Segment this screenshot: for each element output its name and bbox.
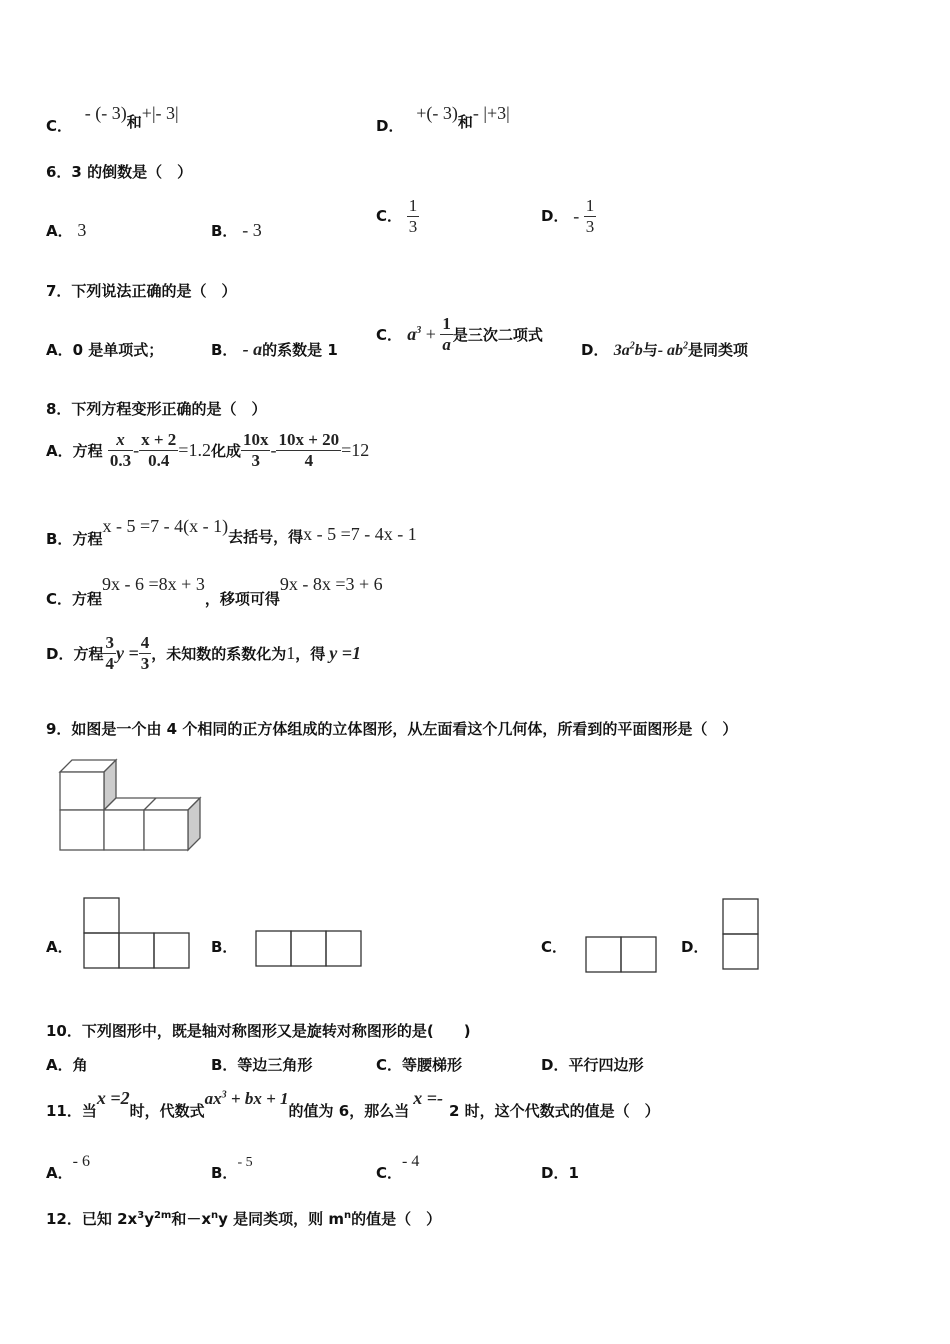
q8-d-frac2: $\frac{4}{3}$ bbox=[140, 633, 150, 673]
q11-c-value: - 4 bbox=[402, 1153, 420, 1170]
q11-option-b[interactable] bbox=[211, 1150, 253, 1182]
q11-mid2: 的值为 6，那么当 bbox=[288, 1102, 410, 1120]
q8-option-b[interactable] bbox=[46, 516, 417, 548]
q8-c-eq2: 9x - 8x =3 + 6 bbox=[279, 574, 383, 594]
q8-d-pre: 方程 bbox=[73, 645, 104, 663]
q8-a-frac4: $\frac{10x + 20}{4}$ bbox=[278, 430, 340, 470]
q11-b-value: - 5 bbox=[237, 1155, 253, 1170]
q6-stem: 6．3 的倒数是（ ） bbox=[46, 163, 193, 181]
q8-c-label: C． bbox=[46, 590, 73, 608]
q8-c-mid: ，移项可得 bbox=[204, 590, 280, 608]
q8-b-label: B． bbox=[46, 530, 73, 548]
q7-c-text: 是三次二项式 bbox=[452, 326, 543, 344]
q8-option-d[interactable] bbox=[46, 633, 361, 674]
q8-b-eq2: x - 5 =7 - 4x - 1 bbox=[303, 524, 417, 544]
q8-a-frac3: $\frac{10x}{3}$ bbox=[242, 430, 269, 470]
q7-d-label: D． bbox=[581, 341, 609, 359]
q10-option-a[interactable]: A．角 bbox=[46, 1056, 88, 1074]
q8-b-mid: 去括号，得 bbox=[228, 528, 304, 546]
q12-exp3: n bbox=[211, 1210, 219, 1221]
q8-a-frac1: $\frac{x}{0.3}$ bbox=[109, 430, 132, 470]
q12-exp2: 2m bbox=[153, 1210, 172, 1221]
q7-c-plus: + bbox=[421, 324, 441, 344]
q6-d-sign: - bbox=[573, 206, 584, 226]
q11-d-value: 1 bbox=[568, 1164, 579, 1182]
q11-expression: $ax^3$ + bx + 1 bbox=[204, 1089, 289, 1108]
q10-option-b[interactable]: B．等边三角形 bbox=[211, 1056, 313, 1074]
q9-d-label[interactable]: D． bbox=[681, 938, 709, 956]
q8-b-eq1: x - 5 =7 - 4(x - 1) bbox=[102, 516, 229, 536]
q12-tail: y 是同类项，则 m bbox=[218, 1210, 345, 1228]
q8-d-frac1: $\frac{3}{4}$ bbox=[105, 633, 114, 673]
q9-option-b-figure[interactable] bbox=[255, 930, 365, 970]
q12-exp4: n bbox=[344, 1210, 352, 1221]
q8-a-eq1: =1.2 bbox=[178, 440, 211, 460]
q6-a-value: 3 bbox=[77, 220, 87, 240]
q11-tail: 2 时，这个代数式的值是（ ） bbox=[448, 1102, 660, 1120]
q8-option-a[interactable] bbox=[46, 430, 369, 471]
q8-b-pre: 方程 bbox=[72, 530, 103, 548]
q5-c-and: 和 bbox=[126, 113, 142, 131]
q11-b-label: B． bbox=[211, 1164, 238, 1182]
q9-b-label[interactable]: B． bbox=[211, 938, 238, 956]
q12-y: y bbox=[144, 1210, 154, 1228]
q11-option-a[interactable] bbox=[46, 1150, 90, 1182]
q11-c-label: C． bbox=[376, 1164, 403, 1182]
q11-cond2: x =- bbox=[413, 1088, 443, 1108]
q8-d-one: 1 bbox=[286, 643, 296, 663]
q7-c-math: $a^3$ bbox=[407, 324, 422, 344]
q7-option-d[interactable] bbox=[581, 339, 748, 360]
q7-b-math: - a bbox=[242, 339, 263, 359]
q5-d-and: 和 bbox=[457, 113, 473, 131]
q8-a-frac2: $\frac{x + 2}{0.4}$ bbox=[141, 430, 177, 470]
q6-a-label: A． bbox=[46, 222, 73, 240]
q11-option-c[interactable] bbox=[376, 1150, 420, 1182]
q7-a-text: 0 是单项式； bbox=[72, 341, 164, 359]
q8-a-label: A． bbox=[46, 442, 73, 460]
q6-c-label: C． bbox=[376, 207, 403, 225]
q8-d-mid: ，未知数的系数化为 bbox=[151, 645, 287, 663]
q6-option-a[interactable] bbox=[46, 220, 86, 241]
q12-exp1: 3 bbox=[137, 1210, 145, 1221]
q7-a-label: A． bbox=[46, 341, 73, 359]
q6-d-label: D． bbox=[541, 207, 569, 225]
q7-c-fraction: $\frac{1}{a}$ bbox=[442, 314, 451, 354]
q7-option-b[interactable] bbox=[211, 339, 338, 360]
q11-cond1: x =2 bbox=[96, 1088, 130, 1108]
q5-option-c[interactable] bbox=[46, 103, 179, 135]
q5-c-math1: - (- 3) bbox=[84, 103, 127, 123]
q12-mid: 和－x bbox=[171, 1210, 212, 1228]
q7-b-text: 的系数是 1 bbox=[262, 341, 338, 359]
q8-d-y: y = bbox=[115, 643, 139, 663]
q8-a-op1: - bbox=[133, 440, 140, 460]
q11-a-value: - 6 bbox=[72, 1153, 90, 1170]
q7-option-a[interactable] bbox=[46, 339, 163, 360]
q7-d-mid: 与 bbox=[642, 341, 658, 359]
q7-c-label: C． bbox=[376, 326, 403, 344]
q11-d-label: D． bbox=[541, 1164, 569, 1182]
q5-d-math1: +(- 3) bbox=[416, 103, 458, 123]
q9-stem: 9．如图是一个由 4 个相同的正方体组成的立体图形，从左面看这个几何体，所看到的平面图形是（ ） bbox=[46, 720, 738, 738]
q10-stem: 10．下列图形中，既是轴对称图形又是旋转对称图形的是( ) bbox=[46, 1022, 471, 1040]
q8-a-pre: 方程 bbox=[72, 442, 103, 460]
q8-option-c[interactable] bbox=[46, 574, 383, 608]
q9-3d-figure bbox=[60, 760, 205, 855]
q6-d-fraction: $\frac{1}{3}$ bbox=[585, 196, 595, 236]
q6-b-value: - 3 bbox=[242, 220, 262, 240]
q5-c-label: C． bbox=[46, 117, 73, 135]
q8-a-op2: - bbox=[270, 440, 277, 460]
q11-a-label: A． bbox=[46, 1164, 73, 1182]
q7-d-text: 是同类项 bbox=[688, 341, 749, 359]
q8-a-mid: 化成 bbox=[210, 442, 241, 460]
q9-option-d-figure[interactable] bbox=[722, 898, 762, 973]
q5-d-label: D． bbox=[376, 117, 404, 135]
q6-option-c[interactable] bbox=[376, 196, 419, 237]
q12-end: 的值是（ ） bbox=[351, 1210, 442, 1228]
q12-pre: 12．已知 2x bbox=[46, 1210, 138, 1228]
q8-d-label: D． bbox=[46, 645, 74, 663]
q7-b-label: B． bbox=[211, 341, 238, 359]
q9-a-label[interactable]: A． bbox=[46, 938, 73, 956]
q6-c-fraction: $\frac{1}{3}$ bbox=[408, 196, 418, 236]
q11-stem bbox=[46, 1088, 660, 1120]
q7-option-c[interactable] bbox=[376, 314, 543, 355]
q6-option-b[interactable] bbox=[211, 220, 262, 241]
q5-c-math2: +|- 3| bbox=[141, 103, 179, 123]
q8-a-eq2: =12 bbox=[341, 440, 370, 460]
q6-option-d[interactable] bbox=[541, 196, 596, 237]
q11-mid1: 时，代数式 bbox=[129, 1102, 205, 1120]
q11-option-d[interactable] bbox=[541, 1162, 579, 1183]
q9-option-c-figure[interactable] bbox=[585, 936, 660, 976]
q8-d-mid2: ，得 bbox=[295, 645, 326, 663]
q7-d-math2: - $ab^2$ bbox=[657, 340, 689, 359]
q10-option-d[interactable]: D．平行四边形 bbox=[541, 1056, 644, 1074]
q7-stem: 7．下列说法正确的是（ ） bbox=[46, 282, 237, 300]
q9-option-a-figure[interactable] bbox=[83, 897, 193, 972]
q5-d-math2: - |+3| bbox=[472, 103, 510, 123]
q11-pre: 11．当 bbox=[46, 1102, 97, 1120]
q5-option-d[interactable] bbox=[376, 103, 510, 135]
q8-stem: 8．下列方程变形正确的是（ ） bbox=[46, 400, 267, 418]
q8-c-pre: 方程 bbox=[72, 590, 103, 608]
q8-d-eq: y =1 bbox=[329, 643, 361, 663]
q9-c-label[interactable]: C． bbox=[541, 938, 568, 956]
q7-d-math1: $3a^2b$ bbox=[613, 340, 643, 359]
q6-b-label: B． bbox=[211, 222, 238, 240]
q8-c-eq1: 9x - 6 =8x + 3 bbox=[102, 574, 205, 594]
q10-option-c[interactable]: C．等腰梯形 bbox=[376, 1056, 463, 1074]
q12-stem bbox=[46, 1208, 441, 1229]
